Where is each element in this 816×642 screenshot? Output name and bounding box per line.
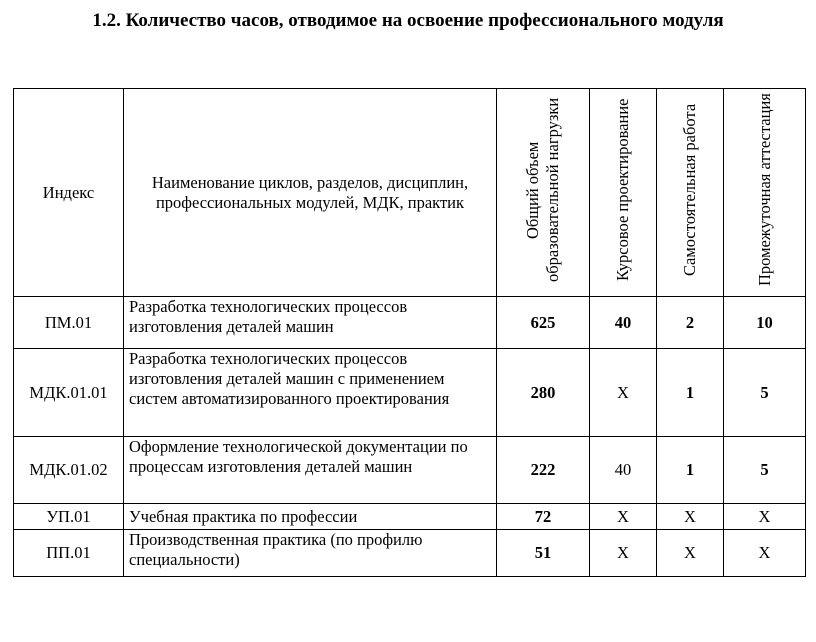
row-index: ПП.01 (14, 530, 124, 577)
row-total: 72 (497, 504, 590, 530)
row-exam: 5 (724, 437, 806, 504)
header-self (657, 89, 724, 297)
row-total: 222 (497, 437, 590, 504)
row-course: 40 (590, 297, 657, 349)
table-row (14, 530, 806, 577)
row-name: Разработка технологических процессов изготовления деталей машин с применением систем автоматизированного проектирования (124, 349, 497, 437)
row-name: Оформление технологической документации по процессам изготовления деталей машин (124, 437, 497, 504)
header-course-label: Курсовое проектирование (613, 98, 632, 282)
header-exam-label: Промежуточная аттестация (754, 93, 774, 287)
hours-table (13, 88, 806, 577)
table-row (14, 504, 806, 530)
table-row (14, 349, 806, 437)
row-total: 51 (497, 530, 590, 577)
row-self: Х (657, 530, 724, 577)
table-row (14, 437, 806, 504)
header-index: Индекс (14, 89, 124, 297)
row-exam: Х (724, 530, 806, 577)
row-index: ПМ.01 (14, 297, 124, 349)
row-course: Х (590, 504, 657, 530)
row-course: Х (590, 530, 657, 577)
row-index: УП.01 (14, 504, 124, 530)
header-total-label: Общий объем образовательной нагрузки (523, 97, 562, 283)
row-exam: Х (724, 504, 806, 530)
row-name: Производственная практика (по профилю специальности) (124, 530, 497, 577)
header-total (497, 89, 590, 297)
row-index: МДК.01.02 (14, 437, 124, 504)
document-title: 1.2. Количество часов, отводимое на освоение профессионального модуля (92, 10, 724, 31)
row-name: Учебная практика по профессии (124, 504, 497, 530)
table-header-row (14, 89, 806, 297)
header-self-label: Самостоятельная работа (680, 103, 699, 277)
row-total: 625 (497, 297, 590, 349)
header-course (590, 89, 657, 297)
header-exam (724, 89, 806, 297)
row-self: 1 (657, 349, 724, 437)
row-course: Х (590, 349, 657, 437)
row-name: Разработка технологических процессов изготовления деталей машин (124, 297, 497, 349)
row-index: МДК.01.01 (14, 349, 124, 437)
header-name: Наименование циклов, разделов, дисциплин, профессиональных модулей, МДК, практик (124, 89, 497, 297)
table-row (14, 297, 806, 349)
row-total: 280 (497, 349, 590, 437)
row-self: 1 (657, 437, 724, 504)
row-exam: 5 (724, 349, 806, 437)
row-self: 2 (657, 297, 724, 349)
row-self: Х (657, 504, 724, 530)
row-course: 40 (590, 437, 657, 504)
row-exam: 10 (724, 297, 806, 349)
